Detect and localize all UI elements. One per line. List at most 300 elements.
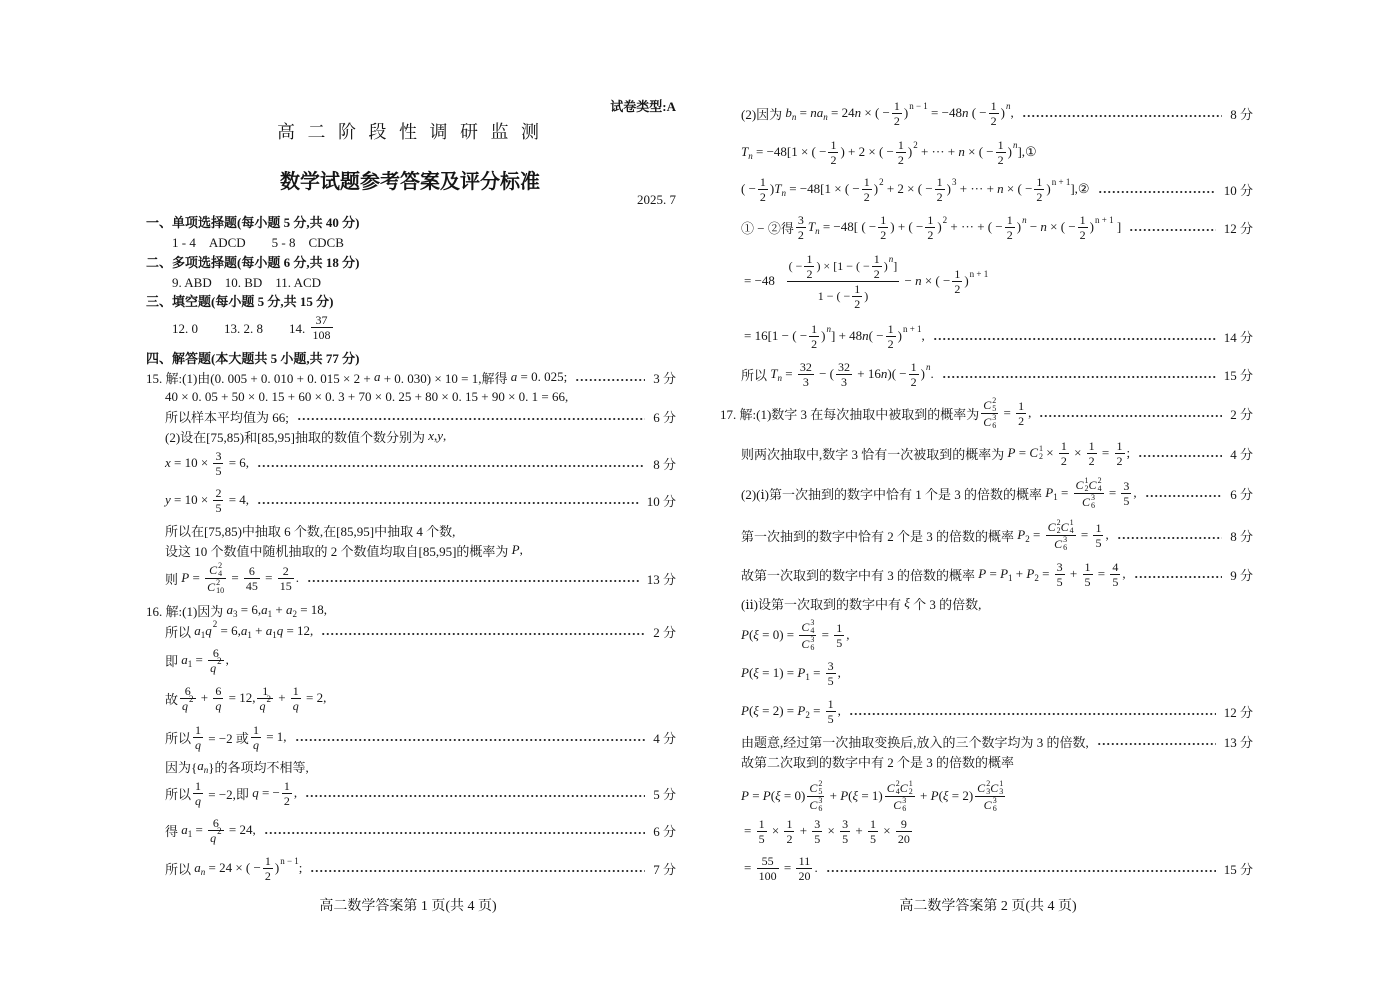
math-text: 1 <box>869 816 876 831</box>
fraction-denominator <box>812 832 822 846</box>
math-text: = <box>748 788 763 803</box>
math-variable: C <box>1082 494 1091 509</box>
math-text: = 18, <box>296 602 328 617</box>
fraction-numerator <box>1005 213 1015 228</box>
fraction <box>796 854 812 883</box>
subscript: 1 <box>272 630 277 640</box>
fraction <box>935 175 945 204</box>
fraction-denominator <box>852 297 862 311</box>
fraction <box>804 252 814 281</box>
math-text: = <box>744 823 755 838</box>
section-heading-text: 三、填空题(每小题 5 分,共 15 分) <box>146 293 334 309</box>
math-variable: a <box>181 652 188 667</box>
math-variable: a <box>265 623 273 638</box>
math-text: (2)设在[75,85)和[85,95]抽取的数值个数分别为 <box>165 429 429 445</box>
subscript: 10 <box>216 585 225 595</box>
score-points: 8 分 <box>653 456 676 472</box>
math-text: = −2 或 <box>205 730 249 746</box>
math-text: 5 <box>827 673 834 688</box>
script-stack <box>810 636 814 652</box>
math-variable: C <box>983 414 992 429</box>
superscript: 1 <box>999 778 1004 788</box>
subscript: n <box>791 112 797 122</box>
math-text: , <box>837 703 841 718</box>
math-text: 1 <box>936 174 943 189</box>
fraction-numerator <box>996 138 1006 153</box>
math-text: = −2,即 <box>205 786 253 802</box>
fraction <box>1074 477 1104 510</box>
math-text: 2 <box>897 152 904 167</box>
math-variable: ξ <box>753 665 759 680</box>
math-text: ( <box>748 627 754 642</box>
fraction <box>896 138 906 167</box>
subscript: 4 <box>895 786 900 796</box>
fraction-denominator <box>757 869 779 883</box>
math-text: 2 <box>811 336 818 351</box>
math-text: = 4, <box>225 492 250 507</box>
fraction <box>909 360 919 389</box>
subscript: 1 <box>187 659 193 669</box>
fraction <box>834 621 844 650</box>
fraction-numerator <box>896 138 906 153</box>
subscript: 6 <box>1063 542 1068 552</box>
superscript: 2 <box>818 778 823 788</box>
subscript: 5 <box>992 403 997 413</box>
fraction <box>826 697 836 726</box>
subscript: 2 <box>1034 573 1039 583</box>
math-text: . <box>295 570 300 585</box>
math-text: 2 <box>887 336 894 351</box>
math-text: 17. 解:(1)数字 3 在每次抽取中被取到的概率为 <box>720 406 980 422</box>
math-text: ] <box>1113 219 1122 234</box>
dot-leader <box>1134 575 1223 579</box>
math-text: ) <box>883 259 888 273</box>
fraction <box>1034 175 1044 204</box>
subscript: 2 <box>292 609 297 619</box>
math-text: + 16 <box>854 366 881 381</box>
fraction-denominator <box>787 282 900 311</box>
math-text: , <box>225 652 229 667</box>
math-text: 1 <box>880 212 887 227</box>
page-footer: 高二数学答案第 1 页(共 4 页) <box>319 899 497 914</box>
fraction <box>975 780 1005 813</box>
dot-leader <box>942 375 1216 379</box>
subscript: 6 <box>810 642 815 652</box>
math-variable: q <box>259 698 266 713</box>
fraction-denominator <box>757 832 767 846</box>
math-text: = 1) <box>858 788 883 803</box>
math-text: ) × [1 − ( − <box>816 259 870 273</box>
fraction-numerator <box>787 252 900 282</box>
math-text: 所以 <box>165 624 195 640</box>
subscript: 1 <box>200 630 206 640</box>
math-text: 即 <box>165 653 182 669</box>
math-text: 故第二次取到的数字中有 2 个是 3 的倍数的概率 <box>741 754 1015 770</box>
math-text: 所以样本平均值为 66; <box>165 409 289 425</box>
math-variable: x <box>428 428 435 443</box>
math-variable: a <box>816 105 824 120</box>
superscript: 2 <box>218 560 223 570</box>
math-variable: n <box>854 105 862 120</box>
math-variable: y <box>437 428 444 443</box>
superscript: 1 <box>1069 517 1074 527</box>
math-text: = 24 × ( − <box>205 860 261 875</box>
fraction-denominator <box>828 153 838 167</box>
fraction <box>886 322 896 351</box>
subscript: 2 <box>805 710 810 720</box>
section-heading-text: 一、单项选择题(每小题 5 分,共 40 分) <box>146 214 360 230</box>
math-text: − ( <box>815 366 835 381</box>
subscript: 4 <box>810 625 815 635</box>
math-text: ) <box>1046 181 1051 196</box>
math-text: 16. 解:(1)因为 <box>146 603 227 619</box>
math-variable: C <box>801 636 810 651</box>
math-text: 个 3 的倍数, <box>909 596 982 612</box>
math-text: = <box>782 366 796 381</box>
math-variable: q <box>252 737 259 752</box>
math-text: = 1, <box>262 729 287 744</box>
superscript: 3 <box>810 634 815 644</box>
math-text: 5 <box>842 831 849 846</box>
subscript: n <box>777 373 782 383</box>
fraction-numerator <box>840 817 850 832</box>
math-text: = 12, <box>225 690 256 705</box>
math-text: 1 <box>954 266 961 281</box>
math-variable: n <box>958 144 965 159</box>
math-text: × ( − <box>861 105 890 120</box>
math-text: ) <box>1000 105 1005 120</box>
math-variable: C <box>1088 477 1097 492</box>
math-text: 1 - 4 ADCD 5 - 8 CDCB <box>172 234 344 250</box>
math-text: 6 <box>215 683 222 698</box>
superscript: 3 <box>1091 492 1096 502</box>
superscript: 3 <box>1063 534 1068 544</box>
score-points: 13 分 <box>1223 734 1253 750</box>
math-text: 2 <box>880 227 887 242</box>
math-text: 1 <box>252 722 259 737</box>
math-text: 设这 10 个数值中随机抽取的 2 个数值均取自[85,95]的概率为 <box>165 543 512 559</box>
math-text: 6 <box>184 683 191 698</box>
math-text: 2 <box>863 189 870 204</box>
fraction-numerator <box>758 175 768 190</box>
fraction-denominator <box>996 153 1006 167</box>
fraction-numerator <box>804 252 814 267</box>
math-text: 2 <box>1060 453 1067 468</box>
math-text: , <box>293 785 298 800</box>
script-stack <box>810 619 814 635</box>
math-text: 15 <box>279 578 292 593</box>
math-variable: C <box>1075 477 1084 492</box>
math-text: = <box>1077 527 1092 542</box>
fraction-numerator <box>872 252 882 267</box>
math-text: 1 <box>887 321 894 336</box>
subscript: 5 <box>818 786 823 796</box>
math-variable: q <box>252 785 259 800</box>
score-points: 6 分 <box>653 409 676 425</box>
math-text: 6 <box>212 815 219 830</box>
fraction-denominator <box>826 712 836 726</box>
math-text: ) <box>964 273 969 288</box>
math-variable: C <box>207 579 216 594</box>
superscript: 3 <box>810 617 815 627</box>
score-points: 3 分 <box>653 370 676 386</box>
math-variable: ξ <box>775 788 781 803</box>
math-variable: P <box>930 788 939 803</box>
math-text: + <box>274 690 289 705</box>
math-text: × <box>1070 445 1085 460</box>
fraction <box>996 138 1006 167</box>
math-variable: C <box>893 797 902 812</box>
fraction-denominator <box>807 797 824 813</box>
fraction-denominator <box>1121 494 1131 508</box>
paper-type-label: 试卷类型:A <box>610 99 676 114</box>
math-text: 3 <box>827 658 834 673</box>
math-variable: ξ <box>942 788 949 803</box>
subscript: 2 <box>1025 534 1030 544</box>
fraction-denominator <box>989 114 999 128</box>
math-text: 故第一次取到的数字中有 3 的倍数的概率 <box>741 567 979 583</box>
fraction-denominator <box>896 153 906 167</box>
math-text: 1 <box>927 212 934 227</box>
math-text: 1 <box>1018 398 1025 413</box>
math-text: 1 <box>873 251 880 266</box>
math-text: 1 − ( − <box>817 289 851 303</box>
fraction-numerator <box>925 213 935 228</box>
dot-leader <box>849 712 1216 716</box>
math-text: = <box>192 652 207 667</box>
math-text: = <box>1029 527 1044 542</box>
superscript: n <box>1022 215 1027 225</box>
math-text: 2 <box>990 113 997 128</box>
math-variable: P <box>181 570 190 585</box>
superscript: 3 <box>992 795 997 805</box>
math-text: 2 <box>854 296 861 311</box>
fraction <box>1121 479 1131 508</box>
math-text: 37 <box>315 312 328 327</box>
score-points: 6 分 <box>653 823 676 839</box>
math-text: 2 <box>997 152 1004 167</box>
fraction <box>981 397 998 430</box>
math-text: = 0) = <box>758 627 798 642</box>
superscript: 2 <box>189 693 194 704</box>
fraction-numerator <box>862 175 872 190</box>
math-text: 2 <box>1116 453 1123 468</box>
math-text: + <box>197 690 212 705</box>
math-text: = −48 <box>927 105 962 120</box>
fraction-denominator <box>1055 575 1065 589</box>
math-text: + <box>826 788 841 803</box>
math-variable: q <box>205 623 212 638</box>
math-text: = <box>1057 485 1072 500</box>
superscript: 2 <box>986 778 991 788</box>
fraction-numerator <box>796 854 812 869</box>
math-variable: q <box>195 737 202 752</box>
math-text: , <box>921 328 925 343</box>
fraction-denominator <box>1110 575 1120 589</box>
math-text: 因为{ <box>165 759 198 775</box>
math-text: = 6, <box>237 602 262 617</box>
math-variable: a <box>197 758 204 773</box>
script-stack <box>818 797 822 813</box>
fraction-denominator <box>799 636 816 652</box>
math-text: 5 <box>827 711 834 726</box>
math-text: 2 <box>1006 227 1013 242</box>
script-stack <box>1063 536 1067 552</box>
score-points: 12 分 <box>1223 220 1253 236</box>
math-text: 40 × 0. 05 + 50 × 0. 15 + 60 × 0. 3 + 70 × 0. 25 + 80 × 0. 15 + 90 × 0. 1 = 66, <box>165 389 569 404</box>
math-text: + ··· + <box>956 181 998 196</box>
superscript: 2 <box>913 140 918 150</box>
math-text: , <box>443 428 447 443</box>
fraction-denominator <box>758 190 768 204</box>
math-text: 1 <box>1079 212 1086 227</box>
math-variable: a <box>510 369 518 384</box>
subscript: 6 <box>1091 500 1096 510</box>
fraction-numerator <box>826 697 836 712</box>
exam-title: 高 二 阶 段 性 调 研 监 测 <box>277 122 543 142</box>
fraction-denominator <box>1115 454 1125 468</box>
script-stack <box>992 414 996 430</box>
math-text: 1 <box>758 816 765 831</box>
math-variable: a <box>240 623 248 638</box>
fraction <box>896 817 912 846</box>
fraction <box>1078 213 1088 242</box>
math-variable: n <box>810 105 817 120</box>
subscript: 6 <box>902 803 907 813</box>
fraction-numerator <box>796 213 806 228</box>
math-text: = − <box>258 785 280 800</box>
math-text: 2 <box>910 374 917 389</box>
fraction-denominator <box>784 832 794 846</box>
math-variable: a <box>285 602 293 617</box>
fraction-denominator <box>1087 454 1097 468</box>
math-text: 则 <box>165 571 182 587</box>
subscript: 1 <box>805 672 810 682</box>
math-text: (2)因为 <box>741 106 786 122</box>
math-text: 45 <box>245 578 258 593</box>
math-text: 1 <box>292 683 299 698</box>
math-text: = <box>1038 566 1053 581</box>
math-text: 1 <box>195 778 202 793</box>
superscript: 1 <box>1038 444 1043 453</box>
math-text: ) <box>920 366 925 381</box>
math-text: 1 <box>897 137 904 152</box>
math-text: 1 <box>195 722 202 737</box>
math-variable: P <box>1000 566 1009 581</box>
math-text: = <box>1015 445 1030 460</box>
fraction-numerator <box>1074 477 1104 494</box>
math-variable: q <box>210 830 217 845</box>
math-text: 2 <box>264 868 271 883</box>
superscript: n − 1 <box>909 101 928 111</box>
math-variable: P <box>741 788 749 803</box>
math-text: 2 <box>1036 189 1043 204</box>
dot-leader <box>1097 742 1216 746</box>
fraction <box>826 659 836 688</box>
math-variable: C <box>983 397 992 412</box>
fraction <box>1110 560 1120 589</box>
math-text: ) <box>821 328 826 343</box>
math-text: 2 <box>893 113 900 128</box>
fraction-numerator <box>1055 560 1065 575</box>
math-text: = <box>818 627 833 642</box>
superscript: 1 <box>1084 475 1089 485</box>
math-text: 所以在[75,85)中抽取 6 个数,在[85,95]中抽取 4 个数, <box>165 523 456 539</box>
math-variable: ξ <box>852 788 859 803</box>
superscript: 3 <box>992 412 997 422</box>
math-variable: q <box>215 698 222 713</box>
math-text: × ( − <box>1003 181 1033 196</box>
script-stack <box>1070 519 1074 535</box>
fraction-denominator <box>878 228 888 242</box>
superscript: 2 <box>1056 517 1061 527</box>
math-text: ) <box>873 181 879 196</box>
math-text: = 24 <box>827 105 855 120</box>
math-text: 5 <box>836 635 843 650</box>
math-text: ) <box>897 328 902 343</box>
fraction-denominator <box>925 228 935 242</box>
fraction <box>836 360 852 389</box>
math-variable: n <box>997 181 1004 196</box>
math-text: = <box>744 860 755 875</box>
fraction <box>862 175 872 204</box>
score-points: 4 分 <box>1230 446 1253 462</box>
math-text: 2 <box>215 485 222 500</box>
math-text: 1 <box>997 137 1004 152</box>
fraction <box>852 282 862 311</box>
math-text: 5 <box>1084 574 1091 589</box>
math-text: = 10 × <box>170 455 212 470</box>
math-text: + <box>1066 566 1081 581</box>
score-points: 6 分 <box>1230 486 1253 502</box>
math-text: = −48[1 × ( − <box>752 144 827 159</box>
fraction-denominator <box>935 190 945 204</box>
math-text: = 10 × <box>170 492 212 507</box>
math-text: 32 <box>799 359 812 374</box>
math-text: 2 <box>954 281 961 296</box>
fraction-numerator <box>952 267 962 282</box>
score-points: 8 分 <box>1230 528 1253 544</box>
dot-leader <box>1145 494 1223 498</box>
math-text: , <box>434 428 438 443</box>
math-text: = <box>809 665 824 680</box>
fraction <box>757 817 767 846</box>
math-text: , <box>1010 105 1014 120</box>
fraction <box>1083 560 1093 589</box>
math-text: , <box>837 665 841 680</box>
math-variable: C <box>977 780 986 795</box>
subscript: 1 <box>1008 573 1013 583</box>
math-text: ] <box>893 259 898 273</box>
math-text: 2 <box>1079 227 1086 242</box>
superscript: n + 1 <box>902 324 922 334</box>
subscript: 4 <box>218 568 223 578</box>
subscript: n <box>203 765 209 775</box>
math-text: 5 <box>1112 574 1119 589</box>
fraction-denominator <box>896 832 912 846</box>
fraction <box>784 817 794 846</box>
math-variable: C <box>1054 536 1063 551</box>
math-text: 2 <box>873 266 880 281</box>
math-text: 2 <box>797 227 804 242</box>
math-text: ) <box>946 181 951 196</box>
fraction-denominator <box>892 114 902 128</box>
subscript: 3 <box>999 786 1004 796</box>
math-text: ],② <box>1070 181 1090 196</box>
fraction-numerator <box>1083 560 1093 575</box>
section-heading-text: 二、多项选择题(每小题 6 分,共 18 分) <box>146 254 360 270</box>
fraction-numerator <box>1016 399 1026 414</box>
